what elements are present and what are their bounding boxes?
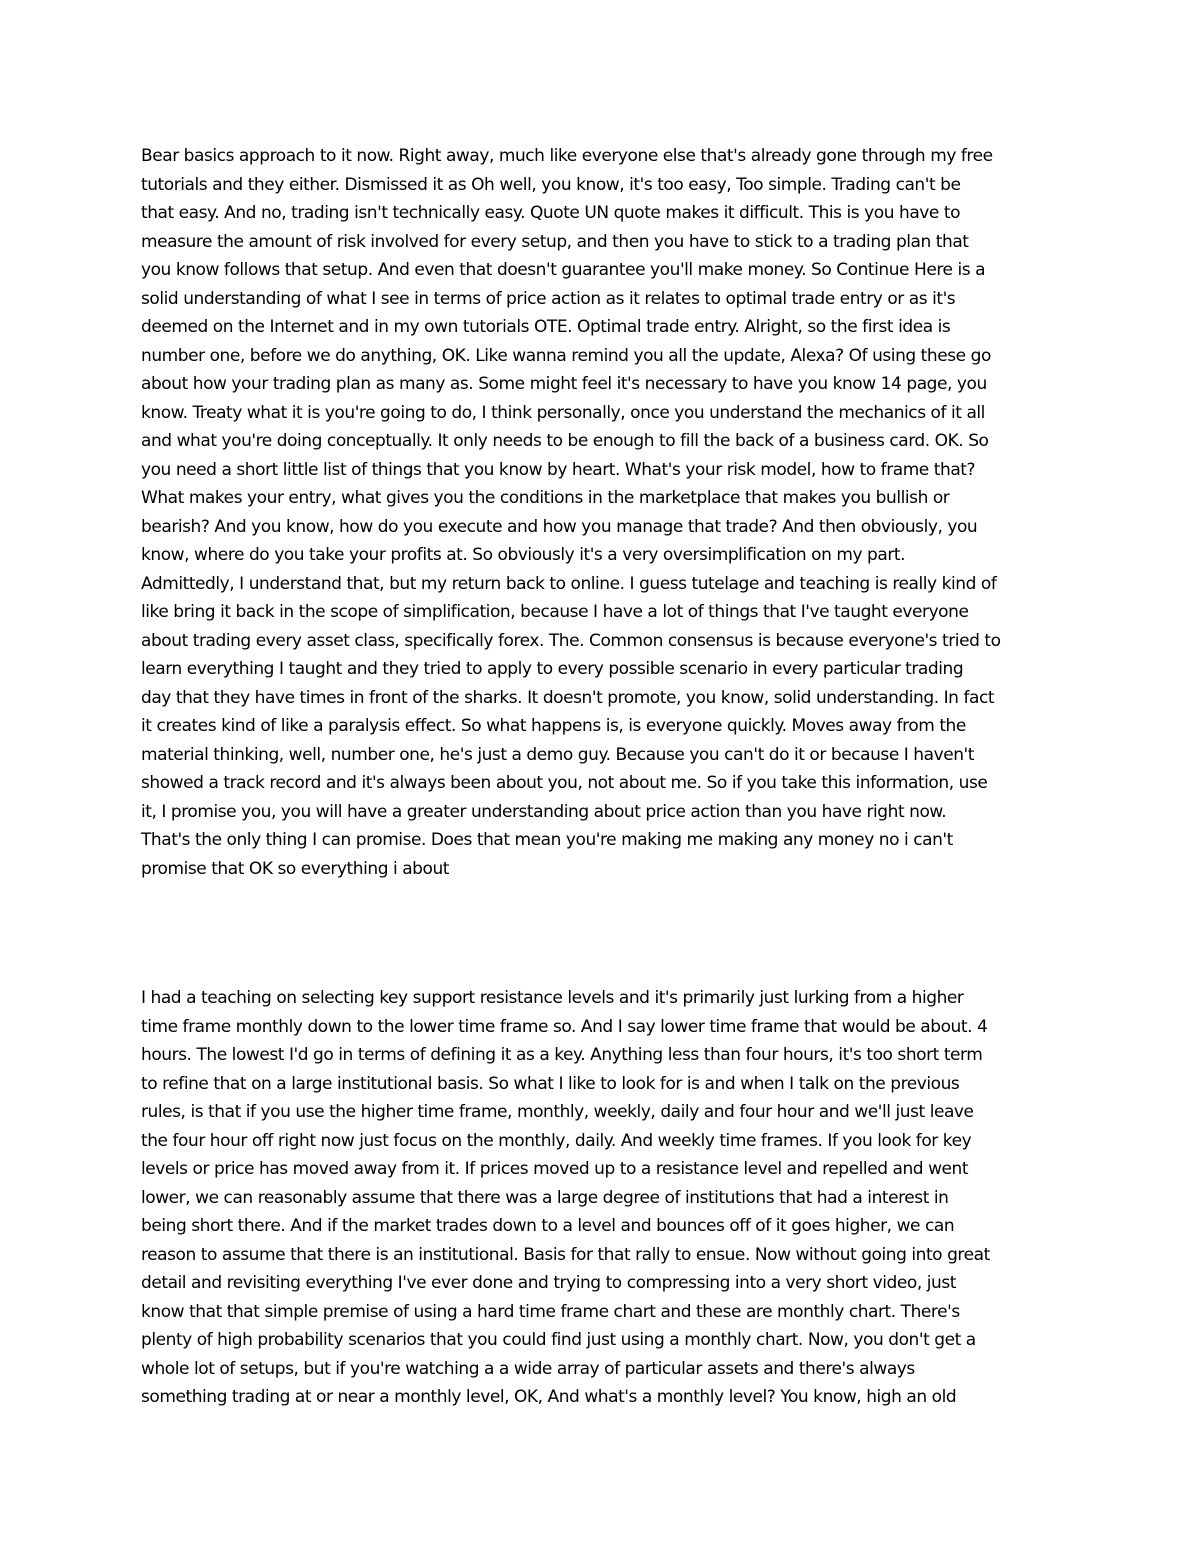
text-line: know that that simple premise of using a hard time frame chart and these are monthly chart. There's <box>141 1301 960 1322</box>
text-line: showed a track record and it's always been about you, not about me. So if you take this information, use <box>141 773 988 793</box>
text-line: bearish? And you know, how do you execute and how you manage that trade? And then obviously, you <box>141 516 978 537</box>
text-line: learn everything I taught and they tried to apply to every possible scenario in every particular trading <box>141 659 964 679</box>
text-line: levels or price has moved away from it. If prices moved up to a resistance level and repelled and went <box>141 1159 969 1179</box>
text-line: I had a teaching on selecting key support resistance levels and it's primarily just lurking from a higher <box>141 988 964 1008</box>
text-line: rules, is that if you use the higher time frame, monthly, weekly, daily and four hour and we'll just leave <box>141 1102 974 1122</box>
text-line: material thinking, well, number one, he's just a demo guy. Because you can't do it or because I haven't <box>141 744 974 765</box>
text-line: being short there. And if the market trades down to a level and bounces off of it goes higher, we can <box>141 1216 955 1236</box>
text-line: lower, we can reasonably assume that there was a large degree of institutions that had a interest in <box>141 1187 949 1208</box>
text-line: day that they have times in front of the sharks. It doesn't promote, you know, solid understanding. In fact <box>141 687 995 708</box>
text-line: Bear basics approach to it now. Right away, much like everyone else that's already gone through my free <box>141 146 993 166</box>
text-line: it creates kind of like a paralysis effect. So what happens is, is everyone quickly. Moves away from the <box>141 716 966 736</box>
text-line: promise that OK so everything i about <box>141 858 450 879</box>
text-line: number one, before we do anything, OK. Like wanna remind you all the update, Alexa? Of using these go <box>141 345 991 366</box>
text-line: Admittedly, I understand that, but my return back to online. I guess tutelage and teaching is really kind of <box>141 573 997 594</box>
text-line: whole lot of setups, but if you're watching a a wide array of particular assets and there's always <box>141 1358 915 1379</box>
paragraph <box>141 142 1071 883</box>
text-line: know, where do you take your profits at. So obviously it's a very oversimplification on my part. <box>141 545 906 565</box>
text-line: What makes your entry, what gives you the conditions in the marketplace that makes you bullish or <box>141 488 950 508</box>
text-line: it, I promise you, you will have a greater understanding about price action than you have right now. <box>141 801 947 822</box>
paragraph <box>141 984 1071 1412</box>
text-line: and what you're doing conceptually. It only needs to be enough to fill the back of a business card. OK. So <box>141 431 989 451</box>
text-line: to refine that on a large institutional basis. So what I like to look for is and when I talk on the previous <box>141 1073 960 1094</box>
text-line: That's the only thing I can promise. Does that mean you're making me making any money no i can't <box>141 830 953 850</box>
text-line: detail and revisiting everything I've ever done and trying to compressing into a very short video, just <box>141 1273 956 1293</box>
text-line: something trading at or near a monthly level, OK, And what's a monthly level? You know, high an old <box>141 1387 957 1407</box>
text-line: about how your trading plan as many as. Some might feel it's necessary to have you know 14 page, you <box>141 374 987 394</box>
text-line: reason to assume that there is an institutional. Basis for that rally to ensue. Now without going into great <box>141 1244 990 1265</box>
text-line: about trading every asset class, specifically forex. The. Common consensus is because everyone's tried to <box>141 630 1001 651</box>
text-line: you know follows that setup. And even that doesn't guarantee you'll make money. So Continue Here is a <box>141 260 986 280</box>
text-line: measure the amount of risk involved for every setup, and then you have to stick to a trading plan that <box>141 231 969 252</box>
text-line: know. Treaty what it is you're going to do, I think personally, once you understand the mechanics of it all <box>141 402 985 423</box>
text-line: the four hour off right now just focus on the monthly, daily. And weekly time frames. If you look for key <box>141 1130 972 1151</box>
text-line: deemed on the Internet and in my own tutorials OTE. Optimal trade entry. Alright, so the first idea is <box>141 317 951 337</box>
text-line: time frame monthly down to the lower time frame so. And I say lower time frame that would be about. 4 <box>141 1016 988 1037</box>
text-line: hours. The lowest I'd go in terms of defining it as a key. Anything less than four hours, it's too short term <box>141 1045 983 1065</box>
text-line: solid understanding of what I see in terms of price action as it relates to optimal trade entry or as it's <box>141 288 956 309</box>
text-line: that easy. And no, trading isn't technically easy. Quote UN quote makes it difficult. This is you have to <box>141 203 961 223</box>
text-line: plenty of high probability scenarios that you could find just using a monthly chart. Now, you don't get a <box>141 1330 976 1350</box>
text-line: you need a short little list of things that you know by heart. What's your risk model, how to frame that? <box>141 459 976 480</box>
text-line: like bring it back in the scope of simplification, because I have a lot of things that I've taught everyone <box>141 602 969 622</box>
text-line: tutorials and they either. Dismissed it as Oh well, you know, it's too easy, Too simple. Trading can't be <box>141 174 961 195</box>
